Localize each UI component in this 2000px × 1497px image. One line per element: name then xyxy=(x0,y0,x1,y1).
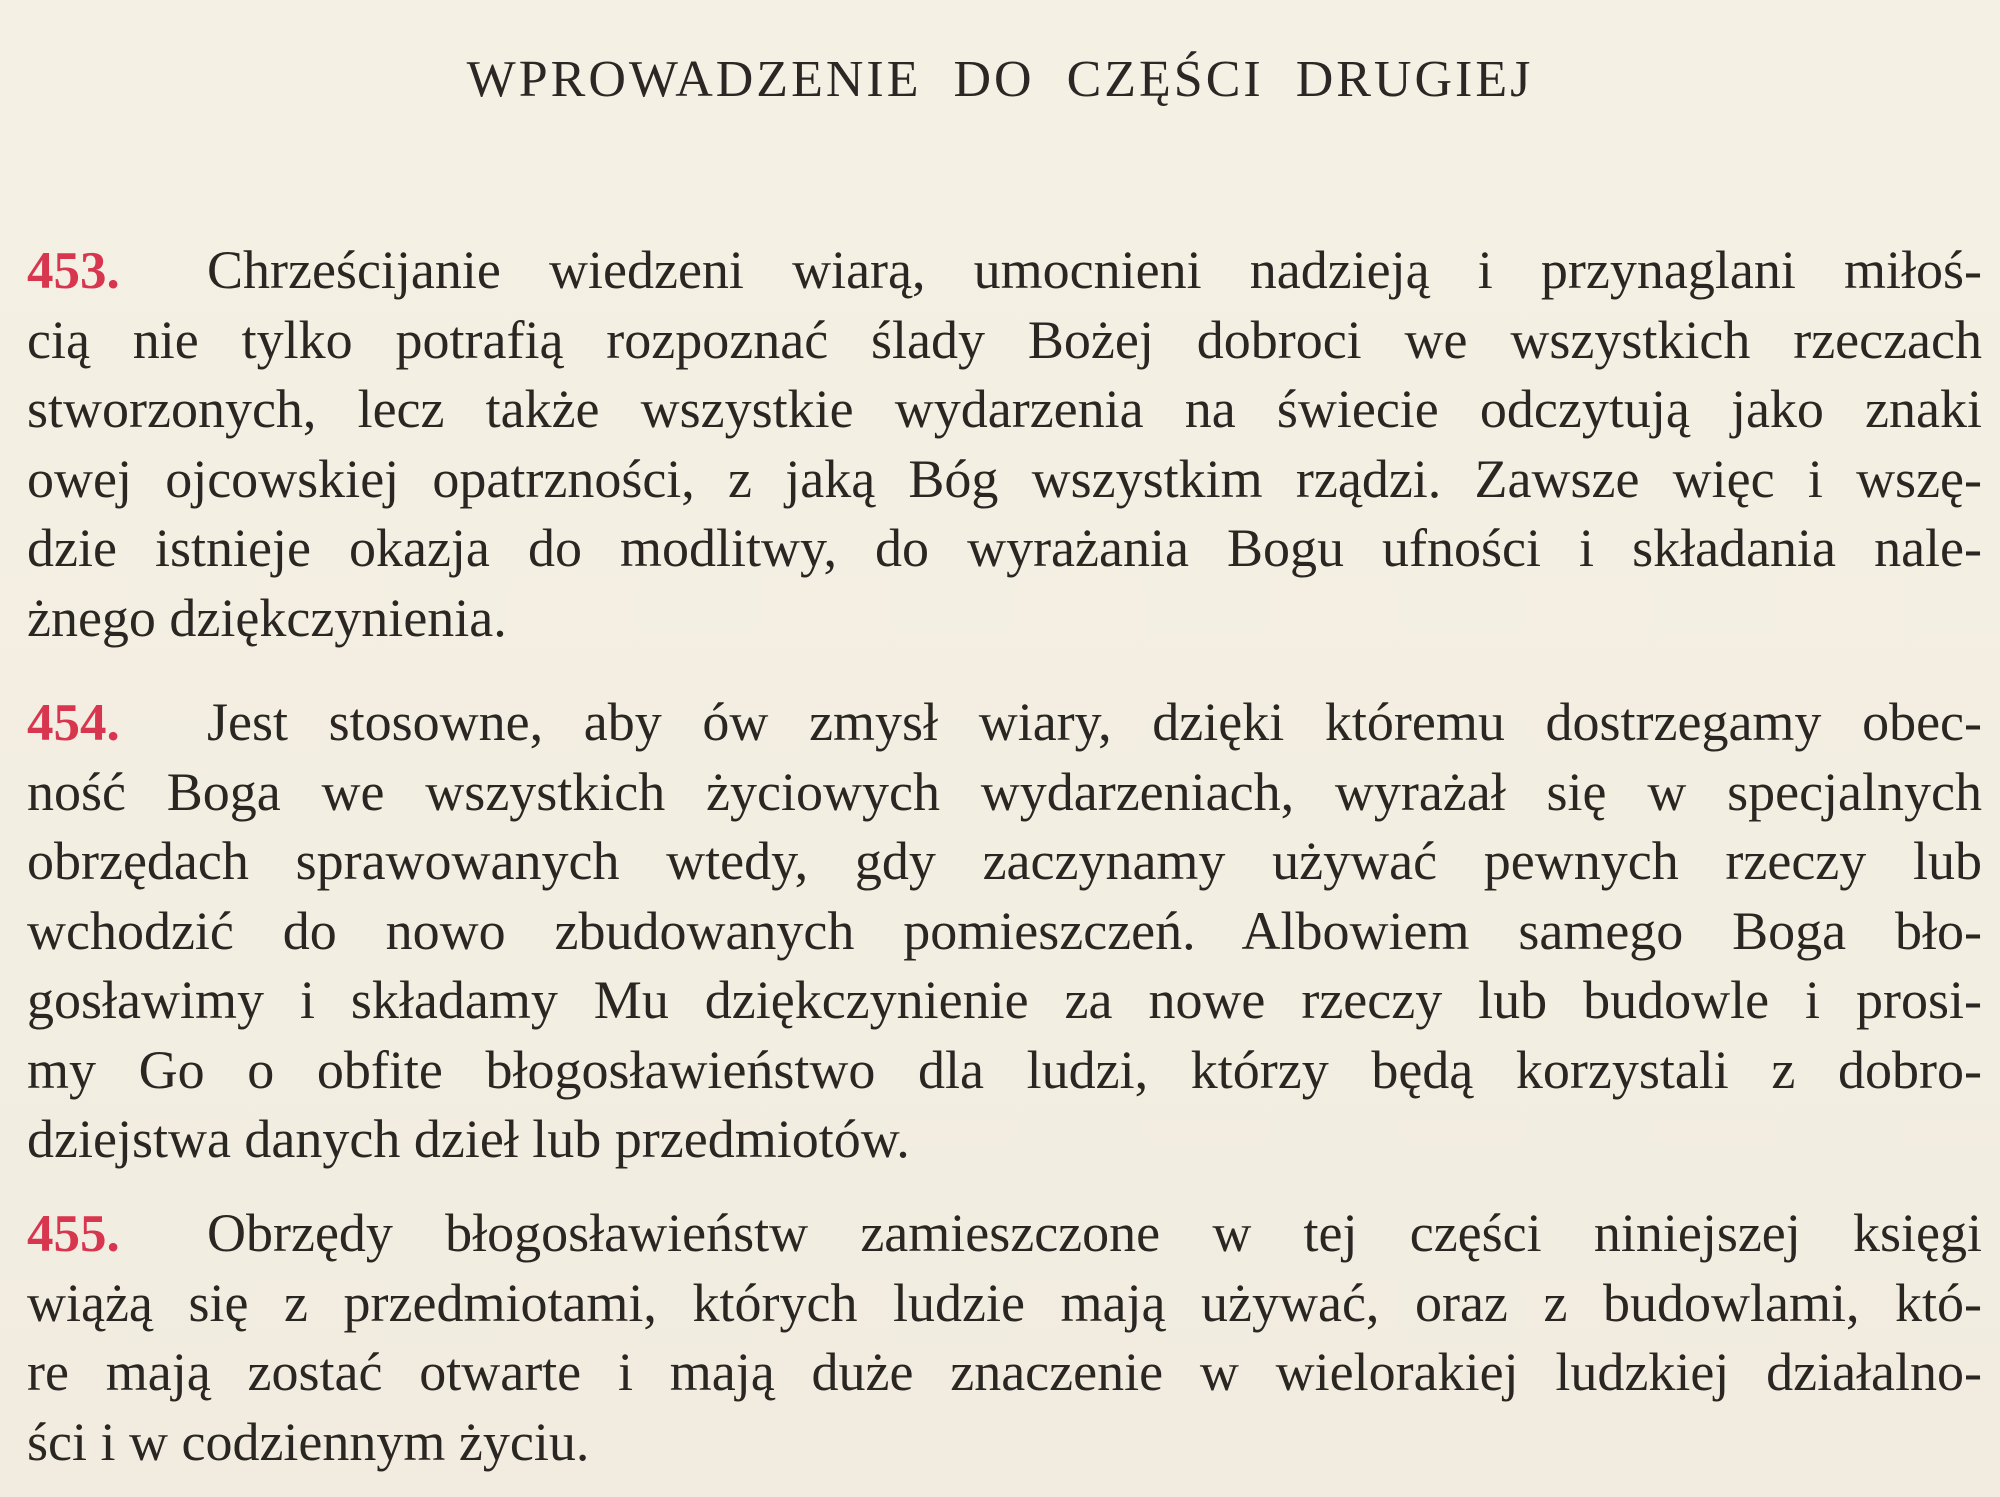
paragraph-line: dziejstwa danych dzieł lub przedmiotów. xyxy=(27,1109,910,1169)
paragraph-455 xyxy=(27,1199,1982,1477)
line-text: Jest stosowne, aby ów zmysł wiary, dzięki któremu dostrzegamy obec- xyxy=(207,692,1982,752)
paragraph-line: obrzędach sprawowanych wtedy, gdy zaczynamy używać pewnych rzeczy lub xyxy=(27,831,1982,891)
paragraph-line xyxy=(27,236,1982,306)
paragraph-line: owej ojcowskiej opatrzności, z jaką Bóg wszystkim rządzi. Zawsze więc i wszę- xyxy=(27,448,1982,509)
paragraph-number: 454. xyxy=(27,694,120,752)
line-text: Chrześcijanie wiedzeni wiarą, umocnieni nadzieją i przynaglani miłoś- xyxy=(207,240,1982,300)
paragraph-line: wchodzić do nowo zbudowanych pomieszczeń. Albowiem samego Boga bło- xyxy=(27,900,1982,961)
paragraph-line: cią nie tylko potrafią rozpoznać ślady Bożej dobroci we wszystkich rzeczach xyxy=(27,309,1982,370)
paragraph-454 xyxy=(27,688,1982,1175)
paragraph-line: dzie istnieje okazja do modlitwy, do wyrażania Bogu ufności i składania nale- xyxy=(27,518,1982,578)
paragraph-line: żnego dziękczynienia. xyxy=(27,587,507,648)
paragraph-453 xyxy=(27,236,1982,653)
paragraph-number: 453. xyxy=(27,242,120,300)
page-title: WPROWADZENIE DO CZĘŚCI DRUGIEJ xyxy=(466,51,1534,108)
paragraph-line: stworzonych, lecz także wszystkie wydarzenia na świecie odczytują jako znaki xyxy=(27,379,1982,439)
paragraph-line: ści i w codziennym życiu. xyxy=(27,1411,590,1472)
paragraph-line: ność Boga we wszystkich życiowych wydarzeniach, wyrażał się w specjalnych xyxy=(27,761,1982,822)
line-text: Obrzędy błogosławieństw zamieszczone w tej części niniejszej księgi xyxy=(207,1203,1982,1263)
paragraph-line xyxy=(27,1199,1982,1269)
paragraph-line: re mają zostać otwarte i mają duże znaczenie w wielorakiej ludzkiej działalno- xyxy=(27,1342,1982,1402)
paragraph-line: gosławimy i składamy Mu dziękczynienie za nowe rzeczy lub budowle i prosi- xyxy=(27,970,1982,1030)
paragraph-line xyxy=(27,688,1982,758)
paragraph-line: wiążą się z przedmiotami, których ludzie mają używać, oraz z budowlami, któ- xyxy=(27,1272,1982,1333)
paragraph-number: 455. xyxy=(27,1205,120,1263)
paragraph-line: my Go o obfite błogosławieństwo dla ludzi, którzy będą korzystali z dobro- xyxy=(27,1039,1982,1100)
